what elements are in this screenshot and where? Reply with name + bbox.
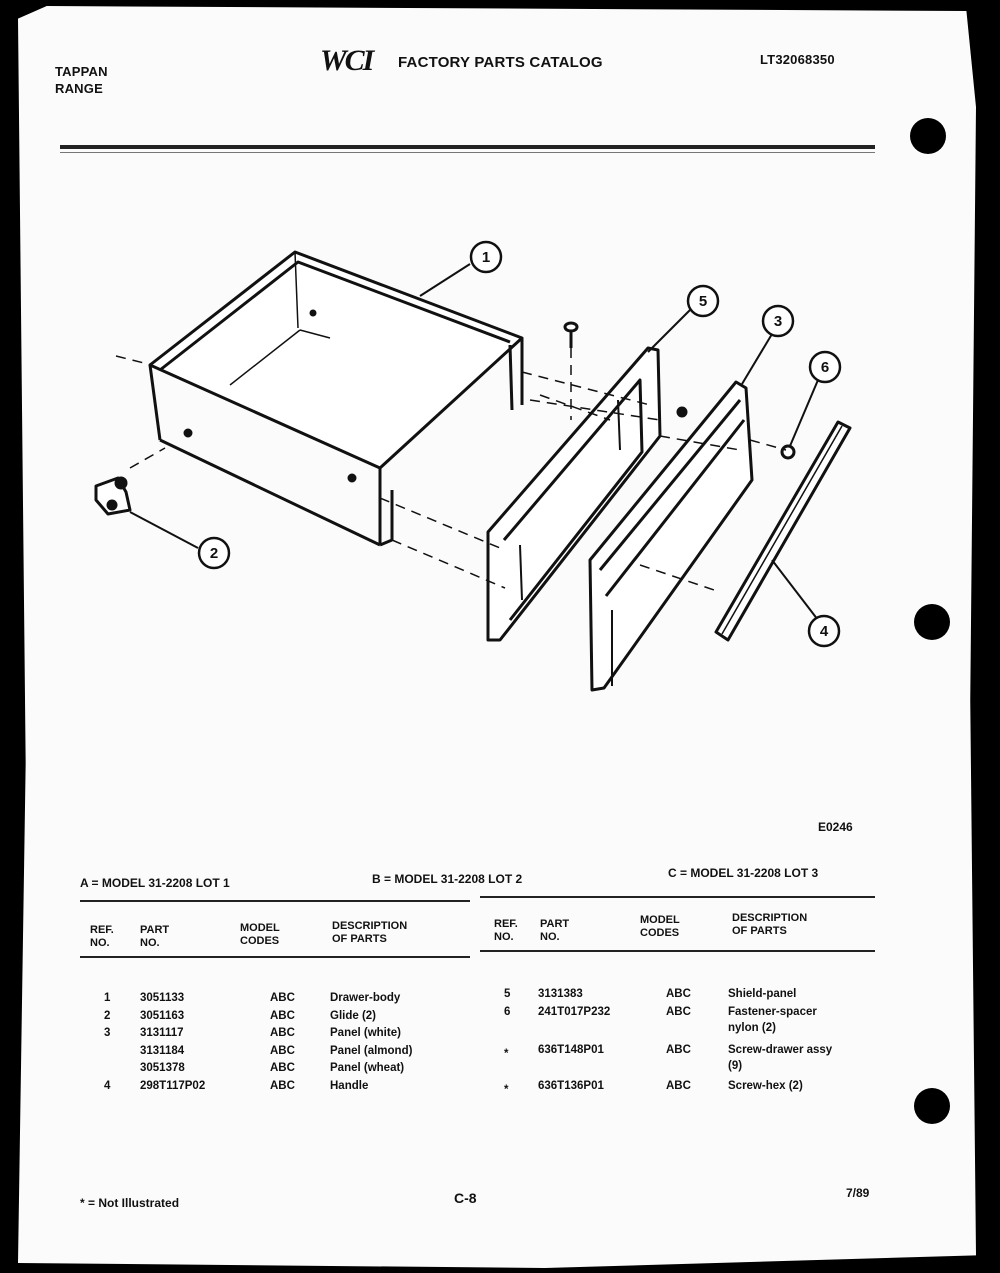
part-description: Fastener-spacer <box>728 1006 817 1018</box>
ref-number: * <box>504 1084 509 1096</box>
table-rule-mid-left <box>80 956 470 958</box>
part-number: 636T148P01 <box>538 1044 604 1056</box>
model-code-a: A = MODEL 31-2208 LOT 1 <box>80 876 230 890</box>
header-part-right: PART NO. <box>540 918 570 943</box>
part-description: Panel (white) <box>330 1027 401 1039</box>
model-codes: ABC <box>270 1044 295 1057</box>
brand-line-1: TAPPAN <box>55 64 108 79</box>
model-codes: ABC <box>270 1027 295 1039</box>
part-description: Handle <box>330 1079 369 1092</box>
figure-code: E0246 <box>818 820 853 834</box>
header-desc-left: DESCRIPTION OF PARTS <box>332 920 408 945</box>
ref-number: 5 <box>504 988 511 1000</box>
model-codes: ABC <box>270 1079 295 1092</box>
model-codes: ABC <box>666 1044 691 1056</box>
part-number: 3051378 <box>140 1062 185 1074</box>
header-part-left: PART NO. <box>140 924 170 949</box>
ref-number: 6 <box>504 1006 511 1018</box>
part-number: 3131117 <box>140 1027 184 1039</box>
glide-drawing <box>96 478 130 514</box>
callout-label-1: 1 <box>481 249 491 266</box>
part-description: Shield-panel <box>728 988 797 1000</box>
model-codes: ABC <box>666 1006 691 1018</box>
table-rule-top-left <box>80 900 470 902</box>
part-number: 3051133 <box>140 992 185 1004</box>
part-number: 298T117P02 <box>140 1079 206 1092</box>
brand-line-2: RANGE <box>55 81 103 96</box>
ref-number: 1 <box>104 992 111 1004</box>
ref-number: 3 <box>104 1027 111 1039</box>
model-code-b: B = MODEL 31-2208 LOT 2 <box>372 872 523 886</box>
header-desc-right: DESCRIPTION OF PARTS <box>732 912 808 937</box>
header-codes-right: MODEL CODES <box>640 914 680 939</box>
wci-logo: WCI <box>320 44 373 77</box>
part-number: 241T017P232 <box>538 1006 611 1018</box>
binder-hole <box>914 1088 950 1124</box>
part-number: 3131184 <box>140 1044 185 1057</box>
model-codes: ABC <box>270 1009 295 1022</box>
ref-number: 2 <box>104 1009 111 1022</box>
callout-label-3: 3 <box>773 313 783 330</box>
part-description: Panel (wheat) <box>330 1062 405 1074</box>
callout-label-6: 6 <box>820 359 830 376</box>
footnote: * = Not Illustrated <box>80 1196 180 1210</box>
ref-number: * <box>504 1048 509 1060</box>
callout-label-4: 4 <box>819 623 829 640</box>
ref-number: 4 <box>104 1079 111 1092</box>
part-description: Glide (2) <box>330 1009 377 1022</box>
header-codes-left: MODEL CODES <box>240 922 280 947</box>
table-rule-top-right <box>480 896 875 898</box>
part-description-cont: (9) <box>728 1060 743 1072</box>
catalog-date: 7/89 <box>846 1186 870 1200</box>
model-codes: ABC <box>666 988 691 1000</box>
catalog-title: FACTORY PARTS CATALOG <box>398 54 603 71</box>
model-number: LT32068350 <box>760 52 835 67</box>
callout-label-5: 5 <box>698 293 708 310</box>
callout-label-2: 2 <box>209 545 219 562</box>
part-number: 3051163 <box>140 1009 185 1022</box>
model-codes: ABC <box>270 1062 295 1074</box>
part-number: 3131383 <box>538 988 583 1000</box>
part-description: Screw-drawer assy <box>728 1044 833 1056</box>
model-codes: ABC <box>666 1080 691 1092</box>
part-number: 636T136P01 <box>538 1080 604 1092</box>
header-ref-right: REF. NO. <box>494 918 518 943</box>
part-description: Panel (almond) <box>330 1044 413 1057</box>
model-codes: ABC <box>270 992 295 1004</box>
part-description: Drawer-body <box>330 992 401 1004</box>
header-ref-left: REF. NO. <box>90 924 114 949</box>
drawer-body-drawing <box>150 252 522 545</box>
table-rule-mid-right <box>480 950 875 952</box>
part-description-cont: nylon (2) <box>728 1022 776 1034</box>
model-code-c: C = MODEL 31-2208 LOT 3 <box>668 866 819 880</box>
part-description: Screw-hex (2) <box>728 1080 803 1092</box>
page-number: C-8 <box>454 1190 477 1206</box>
